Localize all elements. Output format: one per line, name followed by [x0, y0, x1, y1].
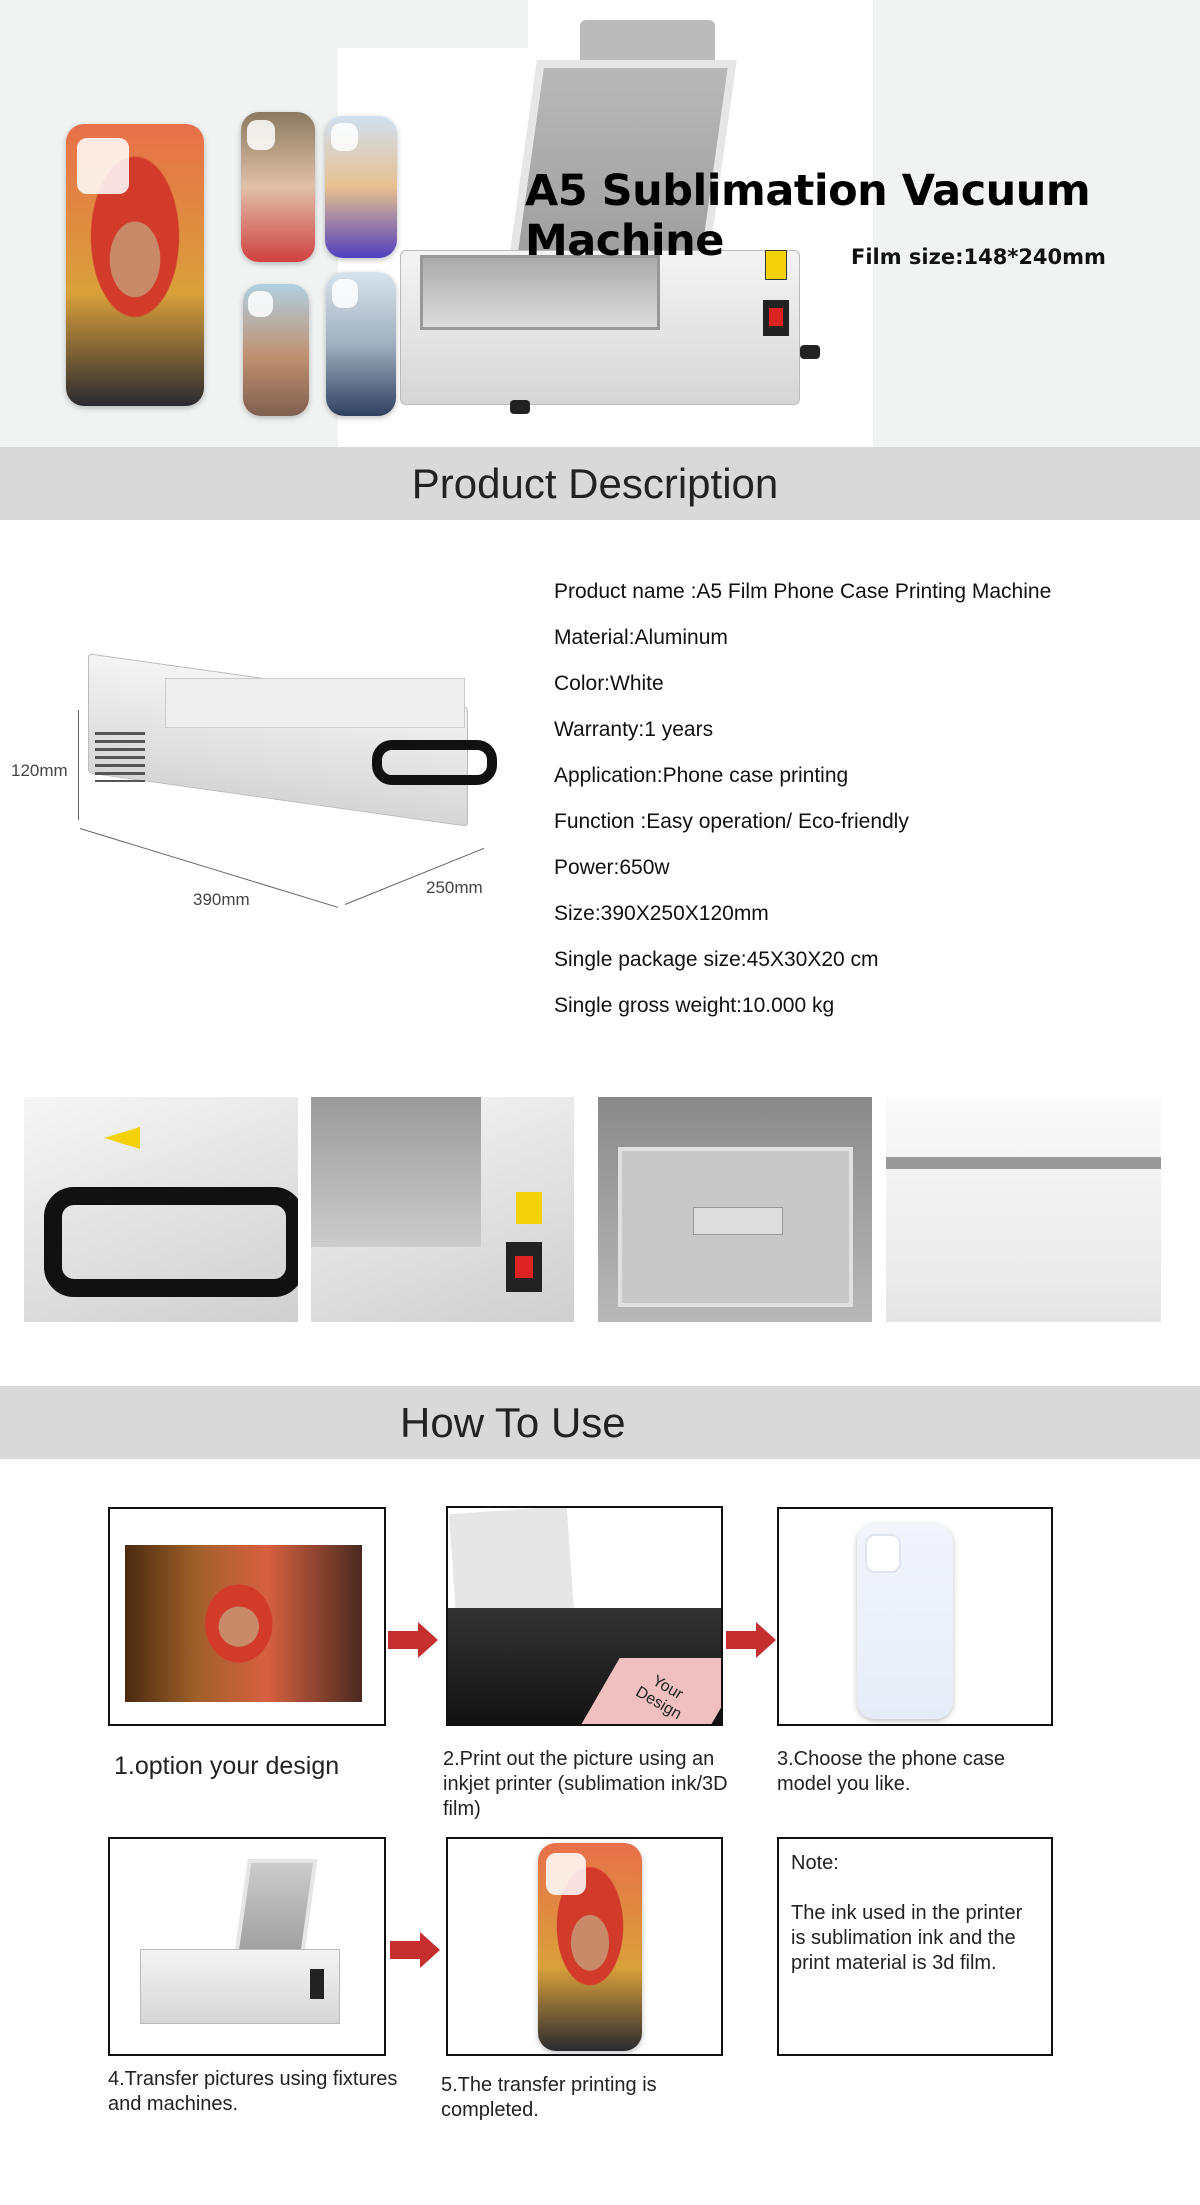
- note-box: [777, 1837, 1053, 2056]
- arrow-right-icon: [726, 1622, 776, 1658]
- product-description-heading: Product Description: [411, 459, 779, 507]
- spec-item: Function :Easy operation/ Eco-friendly: [554, 810, 909, 833]
- phone-case-large-image: [66, 124, 204, 406]
- dimension-height-label: 120mm: [11, 761, 68, 780]
- step-4-caption: 4.Transfer pictures using fixtures and machines.: [108, 2068, 398, 2115]
- step-3-image: [777, 1507, 1053, 1726]
- dimension-diagram: [0, 660, 520, 920]
- spec-item: Material:Aluminum: [554, 626, 728, 649]
- step-5-image: [446, 1837, 723, 2056]
- step-2-image: [446, 1506, 723, 1726]
- step-4-image: [108, 1837, 386, 2056]
- step-1-image: [108, 1507, 386, 1726]
- spec-item: Single gross weight:10.000 kg: [554, 994, 835, 1017]
- how-to-use-band: [0, 1386, 1200, 1459]
- product-description-band: [0, 447, 1200, 520]
- step-1-caption: 1.option your design: [114, 1752, 340, 1780]
- printer-paper-text: Your Design: [632, 1671, 686, 1723]
- detail-photo-hinge: [886, 1097, 1161, 1322]
- spec-item: Single package size:45X30X20 cm: [554, 948, 879, 971]
- detail-photo-handle: [24, 1097, 298, 1322]
- spec-item: Warranty:1 years: [554, 718, 714, 741]
- how-to-use-heading: How To Use: [400, 1398, 626, 1446]
- dimension-width-label: 250mm: [426, 878, 483, 897]
- note-body: The ink used in the printer is sublimation ink and the print material is 3d film.: [791, 1902, 1023, 1974]
- step-3-caption: 3.Choose the phone case model you like.: [777, 1748, 1005, 1795]
- product-title: A5 Sublimation Vacuum Machine: [525, 166, 1091, 266]
- spec-item: Power:650w: [554, 856, 670, 879]
- note-title: Note:: [791, 1852, 839, 1874]
- spec-item: Color:White: [554, 672, 664, 695]
- spec-item: Application:Phone case printing: [554, 764, 849, 787]
- arrow-right-icon: [388, 1622, 438, 1658]
- arrow-right-icon: [390, 1932, 440, 1968]
- dimension-length-label: 390mm: [193, 890, 250, 909]
- step-2-caption: 2.Print out the picture using an inkjet printer (sublimation ink/3D film): [443, 1748, 728, 1820]
- detail-photo-chamber: [598, 1097, 872, 1322]
- phone-case-baby-image: [241, 112, 315, 262]
- spec-item: Product name :A5 Film Phone Case Printing Machine: [554, 580, 1052, 603]
- film-size-text: Film size:148*240mm: [851, 245, 1106, 269]
- step-5-caption: 5.The transfer printing is completed.: [441, 2074, 657, 2121]
- phone-case-couple-image: [243, 284, 309, 416]
- spec-item: Size:390X250X120mm: [554, 902, 769, 925]
- detail-photo-switch: [311, 1097, 574, 1322]
